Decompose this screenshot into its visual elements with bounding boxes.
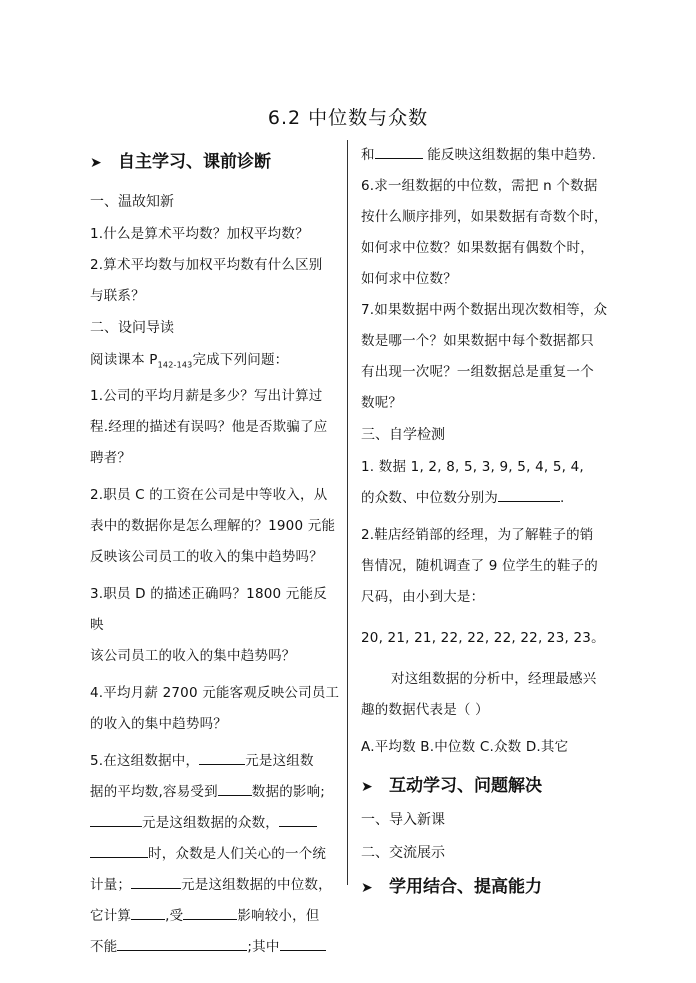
problem-7-line-2: 数是哪一个？如果数据中每个数据都只 (361, 333, 594, 349)
blank[interactable] (280, 938, 326, 951)
right-column (361, 145, 611, 905)
problem-3-line-2: 该公司员工的收入的集中趋势吗？ (90, 647, 296, 664)
problem-1-line-2: 程.经理的描述有误吗？他是否欺骗了应 (90, 418, 328, 435)
question-2-line-1: 2.算术平均数与加权平均数有什么区别 (90, 257, 323, 273)
problem-1-line-3: 聘者？ (90, 449, 132, 466)
problem-6-line-3: 如何求中位数？如果数据有偶数个时， (361, 240, 594, 256)
blank[interactable] (90, 814, 142, 827)
blank[interactable] (375, 146, 423, 159)
arrow-bullet-icon: ➤ (361, 779, 373, 795)
check-2-line-6: 趣的数据代表是（ ） (361, 702, 489, 718)
check-1-line-1: 1. 数据 1, 2, 8, 5, 3, 9, 5, 4, 5, 4, (361, 459, 584, 475)
problem-1-line-1: 1.公司的平均月薪是多少？写出计算过 (90, 387, 323, 404)
problem-3-line-1: 3.职员 D 的描述正确吗？1800 元能反映 (90, 585, 327, 633)
check-1-line-2: 的众数、中位数分别为 . (361, 490, 565, 506)
page-title: 6.2 中位数与众数 (267, 107, 429, 129)
reading-instruction: 阅读课本 $P_{142-143}$完成下列问题： (90, 352, 289, 370)
problem-4-line-2: 的收入的集中趋势吗？ (90, 715, 227, 732)
blank[interactable] (498, 489, 560, 502)
left-column (90, 145, 340, 963)
check-2-options: A.平均数 B.中位数 C.众数 D.其它 (361, 739, 569, 755)
check-2-line-5: 对这组数据的分析中，经理最感兴 (391, 671, 597, 687)
problem-7-line-3: 有出现一次呢？一组数据总是重复一个 (361, 364, 594, 380)
problem-2-line-1: 2.职员 C 的工资在公司是中等收入，从 (90, 486, 328, 503)
problem-5-line-6: 它计算 ,受 影响较小，但 (90, 907, 320, 924)
shoe-size-data: 20, 21, 21, 22, 22, 22, 22, 23, 23。 (361, 630, 605, 646)
check-2-line-2: 售情况，随机调查了 9 位学生的鞋子的 (361, 558, 598, 574)
exchange-heading: 二、交流展示 (361, 845, 445, 861)
blank[interactable] (199, 752, 245, 765)
problem-5-line-4: 时，众数是人们关心的一个统 (90, 839, 340, 870)
check-heading: 三、自学检测 (361, 427, 445, 443)
blank[interactable] (90, 845, 148, 858)
question-2-line-2: 与联系？ (90, 288, 145, 304)
problem-5-line-3: 元是这组数据的众数， (90, 808, 340, 839)
problem-2-line-3: 反映该公司员工的收入的集中趋势吗？ (90, 548, 323, 565)
section-heading-apply: ➤ 学用结合、提高能力 (361, 870, 611, 905)
section-heading-interactive: ➤ 互动学习、问题解决 (361, 769, 611, 804)
problem-6-line-2: 按什么顺序排列，如果数据有奇数个时， (361, 209, 608, 225)
problem-5-line-2: 据的平均数,容易受到 数据的影响; (90, 783, 326, 800)
problem-5-line-7: 不能 ;其中 (90, 932, 340, 963)
blank[interactable] (279, 814, 317, 827)
blank[interactable] (218, 783, 252, 796)
check-2-line-1: 2.鞋店经销部的经理，为了解鞋子的销 (361, 527, 594, 543)
guide-heading: 二、设问导读 (90, 320, 174, 336)
problem-6-line-1: 6.求一组数据的中位数，需把 n 个数据 (361, 178, 598, 194)
blank[interactable] (117, 938, 247, 951)
blank[interactable] (131, 907, 165, 920)
review-heading: 一、温故知新 (90, 194, 174, 210)
intro-heading: 一、导入新课 (361, 812, 445, 828)
question-1: 1.什么是算术平均数？加权平均数？ (90, 226, 309, 242)
problem-6-line-4: 如何求中位数？ (361, 271, 457, 287)
blank[interactable] (131, 876, 181, 889)
blank[interactable] (183, 907, 237, 920)
section-heading-self-study: ➤ 自主学习、课前诊断 (90, 145, 340, 180)
problem-7-line-1: 7.如果数据中两个数据出现次数相等，众 (361, 302, 608, 318)
check-2-line-3: 尺码，由小到大是： (361, 589, 485, 605)
column-divider (347, 140, 348, 885)
problem-4-line-1: 4.平均月薪 2700 元能客观反映公司员工 (90, 684, 340, 701)
problem-7-line-4: 数呢？ (361, 395, 403, 411)
problem-5-continued: 和 能反映这组数据的集中趋势. (361, 147, 597, 163)
problem-5-line-1: 5.在这组数据中， 元是这组数 (90, 752, 314, 769)
arrow-bullet-icon: ➤ (361, 880, 373, 896)
arrow-bullet-icon: ➤ (90, 155, 102, 171)
problem-5-line-5: 计量； 元是这组数据的中位数， (90, 876, 332, 893)
problem-2-line-2: 表中的数据你是怎么理解的？1900 元能 (90, 517, 336, 534)
